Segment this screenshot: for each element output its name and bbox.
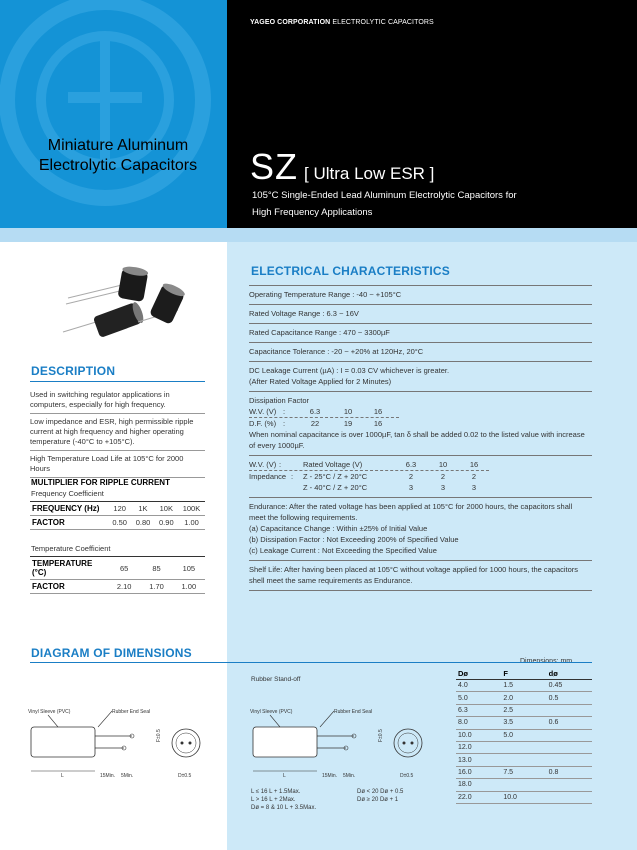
- svg-text:F±0.5: F±0.5: [156, 729, 162, 742]
- table-cell: 22.0: [456, 791, 501, 803]
- header-strip: [0, 228, 637, 242]
- table-cell: 1.5: [501, 680, 546, 692]
- table-row: TEMPERATURE (°C) 65 85 105: [30, 557, 205, 580]
- table-cell: [547, 704, 592, 716]
- series-description: 105°C Single-Ended Lead Aluminum Electrolytic Capacitors for High Frequency Applications: [252, 190, 517, 218]
- electrical-heading: ELECTRICAL CHARACTERISTICS: [251, 264, 450, 278]
- svg-text:15Min.: 15Min.: [100, 773, 116, 779]
- table-cell: 6.3: [456, 704, 501, 716]
- table-cell: 5.0: [456, 692, 501, 704]
- table-cell: [547, 779, 592, 791]
- header-blue-panel: [0, 0, 227, 228]
- svg-text:15Min.: 15Min.: [322, 773, 338, 779]
- table-cell: 2.5: [501, 704, 546, 716]
- list-item: High Temperature Load Life at 105°C for 2000 Hours: [30, 453, 205, 478]
- table-cell: 0.45: [547, 680, 592, 692]
- description-heading: DESCRIPTION: [31, 364, 116, 378]
- multiplier-heading: MULTIPLIER FOR RIPPLE CURRENT: [31, 478, 170, 487]
- table-row: [456, 766, 592, 778]
- table-cell: [547, 754, 592, 766]
- table-cell: 12.0: [456, 741, 501, 753]
- svg-text:L: L: [61, 773, 64, 779]
- table-row: [456, 692, 592, 704]
- svg-text:Rubber End Seal: Rubber End Seal: [334, 709, 373, 715]
- electrical-table: [249, 285, 592, 591]
- dimension-diagram-left: [28, 705, 218, 780]
- table-cell: 16.0: [456, 766, 501, 778]
- divider: [30, 662, 592, 663]
- svg-text:Vinyl Sleeve (PVC): Vinyl Sleeve (PVC): [250, 709, 293, 715]
- freq-coefficient-label: Frequency Coefficient: [31, 489, 104, 498]
- length-formulas: L ≤ 16 L + 1.5Max. L > 16 L + 2Max. Dø = 8 & 10 L + 3.5Max.: [251, 789, 317, 811]
- description-list: [30, 389, 205, 480]
- table-cell: 2.0: [501, 692, 546, 704]
- logo-watermark-icon: [0, 0, 227, 228]
- table-cell: 7.5: [501, 766, 546, 778]
- svg-text:D±0.5: D±0.5: [178, 773, 192, 779]
- table-row: FACTOR 0.50 0.80 0.90 1.00: [30, 516, 205, 530]
- table-cell: 0.8: [547, 766, 592, 778]
- dissipation-row: Dissipation Factor W.V. (V) : 6.3 10 16 D.F. (%) : 22 19 16 When nominal capacitance is over 1000µF, tan δ shall be added 0.02 to the listed value with increase of every 1000µF.: [249, 391, 592, 455]
- svg-text:F±0.5: F±0.5: [378, 729, 384, 742]
- table-row: [456, 704, 592, 716]
- capacitor-photo: [58, 262, 188, 342]
- table-cell: 0.6: [547, 717, 592, 729]
- table-row: [456, 729, 592, 741]
- table-cell: 0.5: [547, 692, 592, 704]
- impedance-row: W.V. (V) : Rated Voltage (V) 6.3 10 16 Impedance : Z - 25°C / Z + 20°C 2 2 2 Z - 40°C / Z + 20°C 3 3 3: [249, 455, 592, 497]
- vinyl-label: Vinyl Sleeve (PVC): [28, 709, 71, 715]
- table-cell: [501, 741, 546, 753]
- table-cell: 5.0: [501, 729, 546, 741]
- svg-text:D±0.5: D±0.5: [400, 773, 414, 779]
- diameter-formulas: Dø < 20 Dø + 0.5 Dø ≥ 20 Dø + 1: [357, 789, 404, 803]
- series-title: SZ [ Ultra Low ESR ]: [250, 146, 435, 187]
- table-cell: 10.0: [456, 729, 501, 741]
- table-cell: 4.0: [456, 680, 501, 692]
- table-row: FACTOR 2.10 1.70 1.00: [30, 580, 205, 594]
- temp-coefficient-label: Temperature Coefficient: [31, 544, 111, 553]
- svg-text:5Min.: 5Min.: [343, 773, 356, 779]
- svg-text:5Min.: 5Min.: [121, 773, 134, 779]
- op-temp-row: Operating Temperature Range : -40 ~ +105°C: [249, 285, 592, 304]
- endurance-row: Endurance: After the rated voltage has been applied at 105°C for 2000 hours, the capacitors shall meet the following requirements. (a) Capacitance Change : Within ±25% of Initial Value (b) Dissipation Factor : Not Exceeding 200% of Specified Value (c) Leakage Current : Not Exceeding the Specified Value: [249, 497, 592, 560]
- rated-cap-row: Rated Capacitance Range : 470 ~ 3300µF: [249, 323, 592, 342]
- dimensions-heading: DIAGRAM OF DIMENSIONS: [31, 646, 192, 660]
- dimension-diagram-right: [250, 705, 440, 780]
- rated-voltage-row: Rated Voltage Range : 6.3 ~ 16V: [249, 304, 592, 323]
- units-label: Dimensions: mm: [520, 658, 573, 665]
- seal-label: Rubber End Seal: [112, 709, 151, 715]
- svg-text:L: L: [283, 773, 286, 779]
- dimensions-table: [456, 668, 592, 804]
- table-cell: 8.0: [456, 717, 501, 729]
- divider: [30, 381, 205, 382]
- table-cell: 10.0: [501, 791, 546, 803]
- table-row: [456, 717, 592, 729]
- list-item: Low impedance and ESR, high permissible ripple current at high frequency and higher operating temperature (-40°C to +105°C).: [30, 416, 205, 451]
- table-row: FREQUENCY (Hz) 120 1K 10K 100K: [30, 502, 205, 516]
- rubber-standoff-label: Rubber Stand-off: [251, 676, 301, 683]
- table-cell: 3.5: [501, 717, 546, 729]
- table-row: [456, 680, 592, 692]
- list-item: Used in switching regulator applications in computers, especially for high frequency.: [30, 389, 205, 414]
- product-family-title: Miniature Aluminum Electrolytic Capacitors: [38, 137, 198, 174]
- table-cell: [547, 741, 592, 753]
- shelf-life-row: Shelf Life: After having been placed at 105°C without voltage applied for 1000 hours, the capacitors shell meet the same requirements as Endurance.: [249, 560, 592, 591]
- cap-tolerance-row: Capacitance Tolerance : -20 ~ +20% at 120Hz, 20°C: [249, 342, 592, 361]
- table-cell: 13.0: [456, 754, 501, 766]
- table-cell: [547, 729, 592, 741]
- brand-line: YAGEO CORPORATION ELECTROLYTIC CAPACITORS: [250, 19, 434, 26]
- table-cell: [501, 779, 546, 791]
- table-header-row: Dø F dø: [456, 668, 592, 680]
- table-row: [456, 791, 592, 803]
- table-row: [456, 741, 592, 753]
- table-cell: [547, 791, 592, 803]
- table-row: [456, 779, 592, 791]
- temperature-table: [30, 556, 205, 594]
- table-row: [456, 754, 592, 766]
- table-cell: [501, 754, 546, 766]
- table-cell: 18.0: [456, 779, 501, 791]
- leakage-row: DC Leakage Current (µA) : I = 0.03 CV whichever is greater. (After Rated Voltage Applied for 2 Minutes): [249, 361, 592, 391]
- frequency-table: [30, 501, 205, 530]
